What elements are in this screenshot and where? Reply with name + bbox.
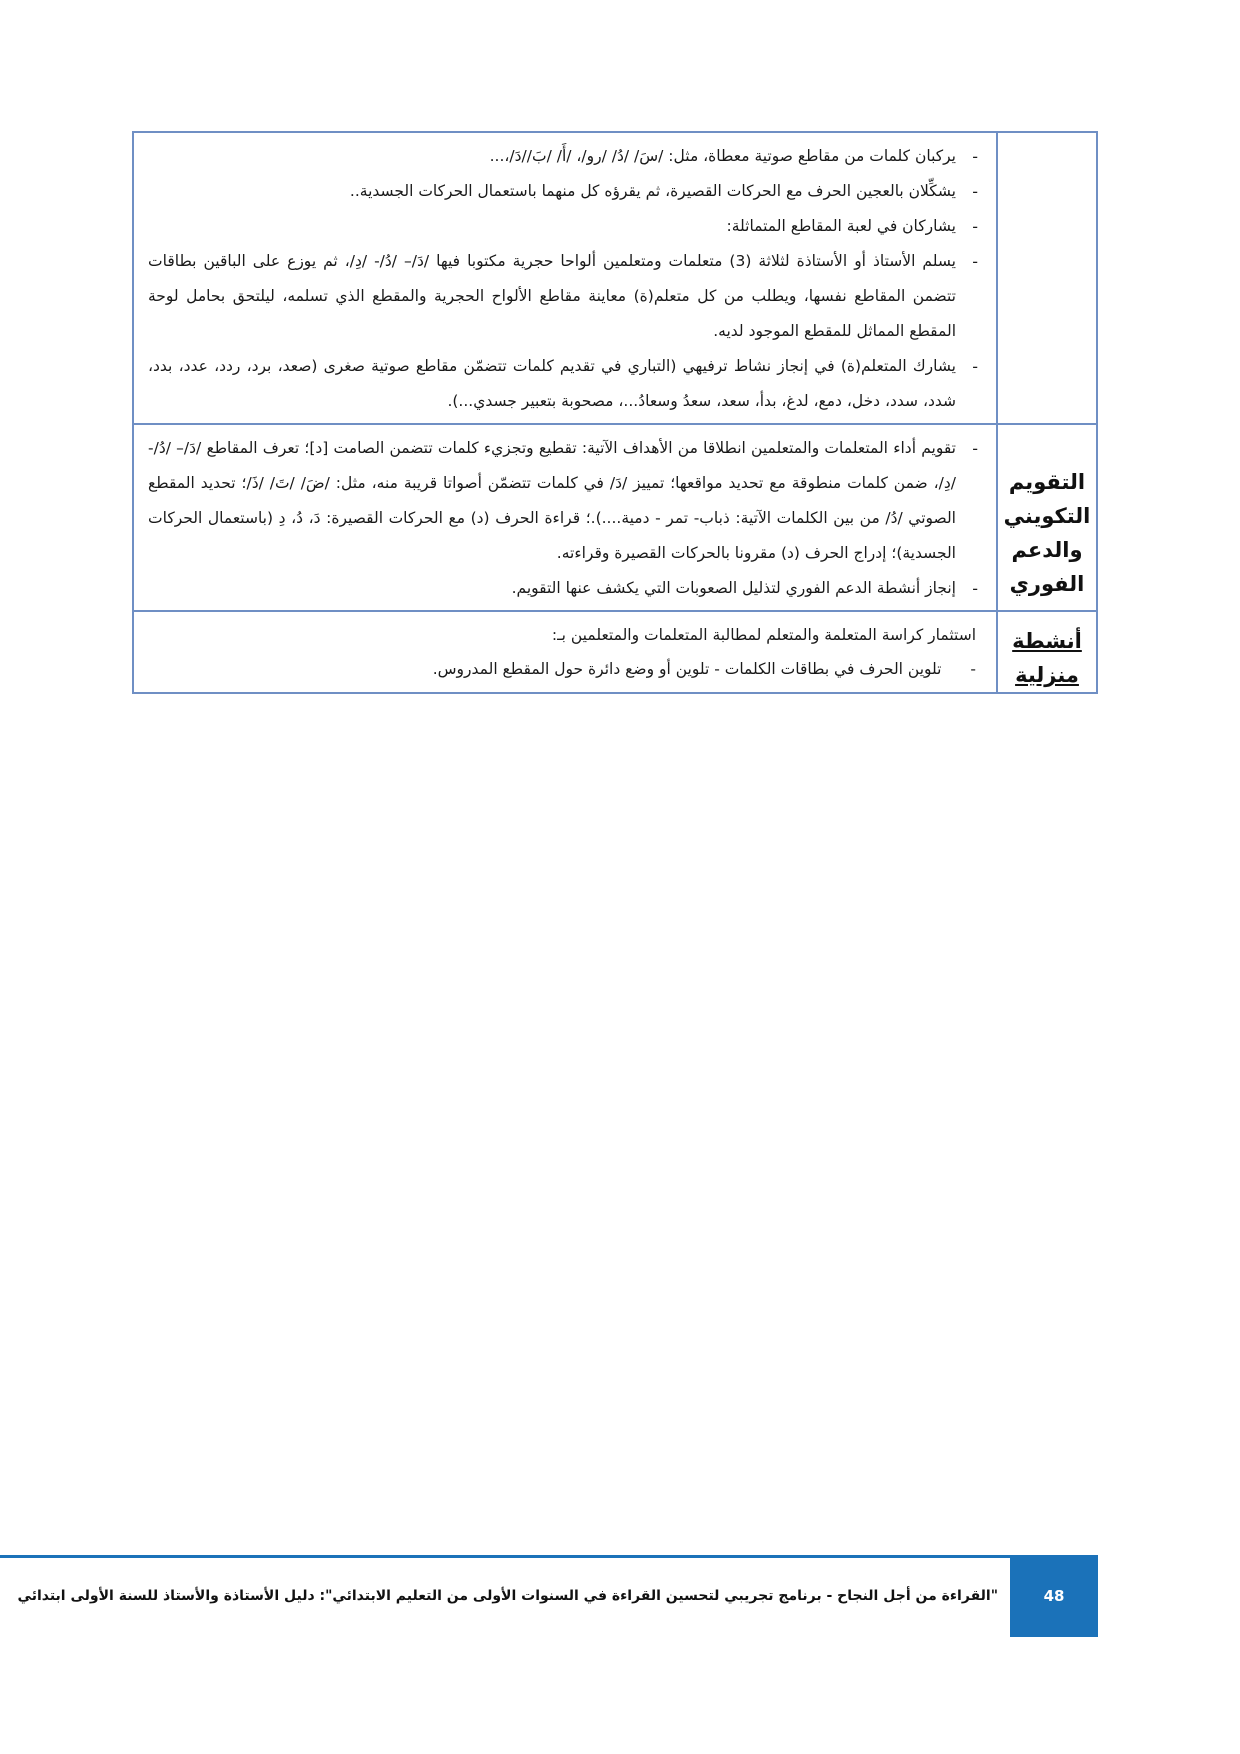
page-number — [1010, 1555, 1098, 1637]
list-item — [148, 652, 986, 686]
label-line: والدعم — [1011, 538, 1083, 562]
list-item: - يشكِّلان بالعجين الحرف مع الحركات القصيرة، ثم يقرؤه كل منهما باستعمال الحركات الجسدية.. — [148, 174, 986, 209]
label-line: التقويم — [1008, 470, 1086, 494]
footer-title: "القراءة من أجل النجاح - برنامج تجريبي لتحسين القراءة في السنوات الأولى من التعليم الابتدائي": دليل الأستاذة والأستاذ للسنة الأولى ابتدائي — [17, 1588, 998, 1604]
row-content-cell — [133, 611, 997, 693]
lesson-table — [132, 131, 1098, 694]
label-line: منزلية — [1015, 663, 1079, 687]
activity-list — [148, 139, 986, 419]
footer-rule — [0, 1555, 1010, 1558]
homework-item-text: تلوين الحرف في بطاقات الكلمات - تلوين أو وضع دائرة حول المقطع المدروس. — [432, 660, 942, 678]
section-label — [998, 612, 1096, 692]
list-item: - إنجاز أنشطة الدعم الفوري لتذليل الصعوبات التي يكشف عنها التقويم. — [148, 571, 986, 606]
label-line: أنشطة — [1012, 629, 1082, 653]
table-row — [133, 611, 1097, 693]
section-label — [998, 425, 1096, 601]
dash-marker: - — [970, 660, 976, 678]
row-label-cell — [997, 132, 1097, 424]
label-line: التكويني — [1003, 504, 1091, 528]
label-line: الفوري — [1009, 572, 1085, 596]
assessment-list — [148, 431, 986, 606]
row-content-cell — [133, 424, 997, 611]
table-row — [133, 132, 1097, 424]
homework-intro: استثمار كراسة المتعلمة والمتعلم لمطالبة المتعلمات والمتعلمين بـ: — [551, 626, 976, 644]
list-item: - يشارك المتعلم(ة) في إنجاز نشاط ترفيهي (التباري في تقديم كلمات تتضمّن مقاطع صوتية صغرى (صعد، برد، ردد، عدد، بدد، شدد، سدد، دخل، دمع، لدغ، بدأ، سعد، سعدُ وسعادُ...، مصحوبة بتعبير جسدي...). — [148, 349, 986, 419]
row-content-cell — [133, 132, 997, 424]
page-number-text: 48 — [1043, 1587, 1065, 1605]
row-label-cell — [997, 611, 1097, 693]
list-item: - يشاركان في لعبة المقاطع المتماثلة: — [148, 209, 986, 244]
list-item: - يسلم الأستاذ أو الأستاذة لثلاثة (3) متعلمات ومتعلمين ألواحا حجرية مكتوبا فيها /دَ/– /دُ/- /دِ/، ثم يوزع على الباقين بطاقات تتضمن المقاطع نفسها، ويطلب من كل متعلم(ة) معاينة مقاطع الألواح الحجرية والمقطع الذي تسلمه، ليلتحق بحامل لوحة المقطع المماثل للمقطع الموجود لديه. — [148, 244, 986, 349]
list-item: - تقويم أداء المتعلمات والمتعلمين انطلاقا من الأهداف الآتية: تقطيع وتجزيء كلمات تتضمن الصامت [د]؛ تعرف المقاطع /دَ/– /دُ/- /دِ/، ضمن كلمات منطوقة مع تحديد مواقعها؛ تمييز /دَ/ في كلمات تتضمّن أصواتا قريبة منه، مثل: /ضَ/ /تَ/ /ذَ/؛ تحديد المقطع الصوتي /دُ/ من بين الكلمات الآتية: ذباب- تمر - دمية....).؛ قراءة الحرف (د) مع الحركات القصيرة: دَ، دُ، دِ (باستعمال الحركات الجسدية)؛ إدراج الحرف (د) مقرونا بالحركات القصيرة وقراءته. — [148, 431, 986, 571]
table-row — [133, 424, 1097, 611]
row-label-cell — [997, 424, 1097, 611]
list-item: - يركبان كلمات من مقاطع صوتية معطاة، مثل: /سَ/ /دُ/ /رو/، /أَ/ /بَ//دَ/،... — [148, 139, 986, 174]
